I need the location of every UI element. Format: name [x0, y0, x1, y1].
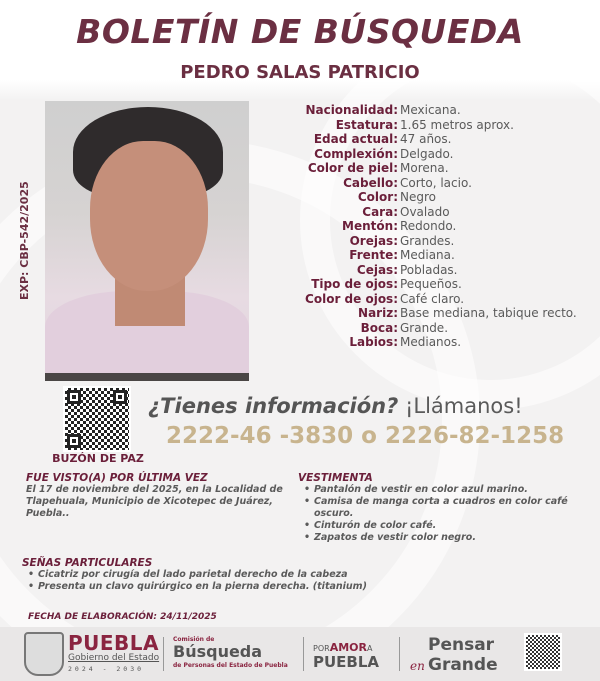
divider	[399, 637, 400, 671]
list-item: • Cinturón de color café.	[304, 520, 588, 532]
last-seen-title: FUE VISTO(A) POR ÚLTIMA VEZ	[26, 472, 208, 484]
por-amor-a-text: PORAMORA	[313, 641, 373, 654]
detail-value: Café claro.	[400, 291, 465, 306]
detail-value: Redondo.	[400, 219, 457, 233]
qr-label: BUZÓN DE PAZ	[52, 452, 144, 465]
detail-label: Tipo de ojos:	[311, 277, 398, 291]
pensar-text: Pensar	[428, 635, 495, 655]
distinguishing-marks-section	[22, 557, 442, 593]
contact-prompt	[148, 394, 523, 418]
clothing-section	[298, 472, 588, 544]
detail-value: Corto, lacio.	[400, 175, 472, 190]
years-text: 2024 - 2030	[68, 665, 145, 673]
qr-code-buzon-de-paz[interactable]	[63, 386, 131, 452]
clothing-list	[298, 484, 588, 544]
detail-label: Cejas:	[356, 262, 398, 277]
detail-label: Cabello:	[343, 175, 398, 190]
detail-row	[290, 103, 590, 118]
detail-label: Orejas:	[349, 233, 398, 248]
grande-text: Grande	[428, 655, 498, 675]
por-amor-puebla-text: PUEBLA	[313, 653, 380, 671]
detail-value: 47 años.	[400, 132, 452, 146]
last-seen-text: El 17 de noviembre del 2025, en la Localidad de Tlapehuala, Municipio de Xicotepec de Juárez, Puebla..	[26, 484, 283, 519]
state-coat-of-arms-icon	[24, 632, 64, 676]
detail-label: Cara:	[362, 204, 398, 219]
detail-value: Mexicana.	[400, 103, 461, 117]
detail-label: Edad actual:	[313, 132, 398, 146]
detail-row	[290, 176, 590, 191]
person-name: PEDRO SALAS PATRICIO	[180, 62, 420, 83]
detail-row	[290, 132, 590, 147]
detail-row	[290, 306, 590, 321]
person-photo	[45, 101, 249, 381]
list-item: • Pantalón de vestir en color azul marino.	[304, 484, 588, 496]
divider	[163, 637, 164, 671]
puebla-logo-text: PUEBLA	[68, 631, 160, 655]
detail-label: Boca:	[360, 320, 398, 335]
contact-question: ¿Tienes información?	[148, 394, 399, 418]
detail-value: Ovalado	[400, 204, 450, 219]
contact-phone-numbers[interactable]: 2222-46 -3830 o 2226-82-1258	[166, 423, 565, 449]
busqueda-subtitle: de Personas del Estado de Puebla	[173, 662, 288, 669]
detail-value: Pequeños.	[400, 277, 462, 291]
detail-label: Color de ojos:	[305, 291, 398, 306]
list-item: • Zapatos de vestir color negro.	[304, 532, 588, 544]
detail-row	[290, 147, 590, 162]
last-seen-section	[26, 472, 286, 520]
detail-value: Negro	[400, 190, 436, 204]
detail-value: Medianos.	[400, 335, 462, 349]
detail-row	[290, 292, 590, 307]
detail-row	[290, 277, 590, 292]
footer-qr-code[interactable]	[524, 633, 562, 671]
list-item: • Camisa de manga corta a cuadros en color café oscuro.	[304, 496, 588, 520]
en-text: en	[410, 659, 425, 673]
detail-label: Color:	[357, 190, 398, 204]
busqueda-logo-text: Búsqueda	[173, 642, 263, 661]
list-item: • Presenta un clavo quirúrgico en la pierna derecha. (titanium)	[28, 581, 442, 593]
detail-value: Base mediana, tabique recto.	[400, 306, 577, 320]
detail-value: Morena.	[400, 161, 449, 175]
detail-label: Nariz:	[358, 306, 398, 320]
detail-row	[290, 234, 590, 249]
footer-logos	[0, 627, 600, 681]
bulletin-title: BOLETÍN DE BÚSQUEDA	[76, 12, 524, 51]
clothing-title: VESTIMENTA	[298, 472, 373, 484]
detail-row	[290, 190, 590, 205]
detail-label: Nacionalidad:	[305, 103, 398, 117]
detail-row	[290, 118, 590, 133]
creation-date: FECHA DE ELABORACIÓN: 24/11/2025	[28, 612, 217, 622]
comision-text: Comisión de	[173, 636, 215, 643]
detail-value: Mediana.	[400, 248, 455, 262]
divider	[303, 637, 304, 671]
detail-value: Delgado.	[400, 146, 454, 161]
physical-details	[290, 103, 590, 350]
gobierno-text: Gobierno del Estado	[68, 653, 160, 663]
list-item: • Cicatriz por cirugía del lado parietal derecho de la cabeza	[28, 569, 442, 581]
detail-label: Color de piel:	[307, 161, 398, 175]
detail-value: Pobladas.	[400, 262, 458, 277]
detail-row	[290, 321, 590, 336]
detail-row	[290, 205, 590, 220]
detail-row	[290, 248, 590, 263]
detail-value: Grande.	[400, 320, 449, 335]
detail-label: Frente:	[349, 248, 398, 262]
marks-list	[22, 569, 442, 593]
marks-title: SEÑAS PARTICULARES	[22, 557, 153, 569]
detail-value: 1.65 metros aprox.	[400, 117, 514, 132]
detail-value: Grandes.	[400, 233, 455, 248]
detail-row	[290, 335, 590, 350]
contact-call: ¡Llámanos!	[404, 394, 523, 418]
detail-row	[290, 219, 590, 234]
detail-label: Mentón:	[342, 219, 398, 233]
detail-row	[290, 263, 590, 278]
detail-row	[290, 161, 590, 176]
detail-label: Labios:	[349, 335, 398, 349]
case-number: EXP: CBP-542/2025	[18, 181, 31, 300]
detail-label: Estatura:	[335, 117, 398, 132]
detail-label: Complexión:	[314, 146, 398, 161]
